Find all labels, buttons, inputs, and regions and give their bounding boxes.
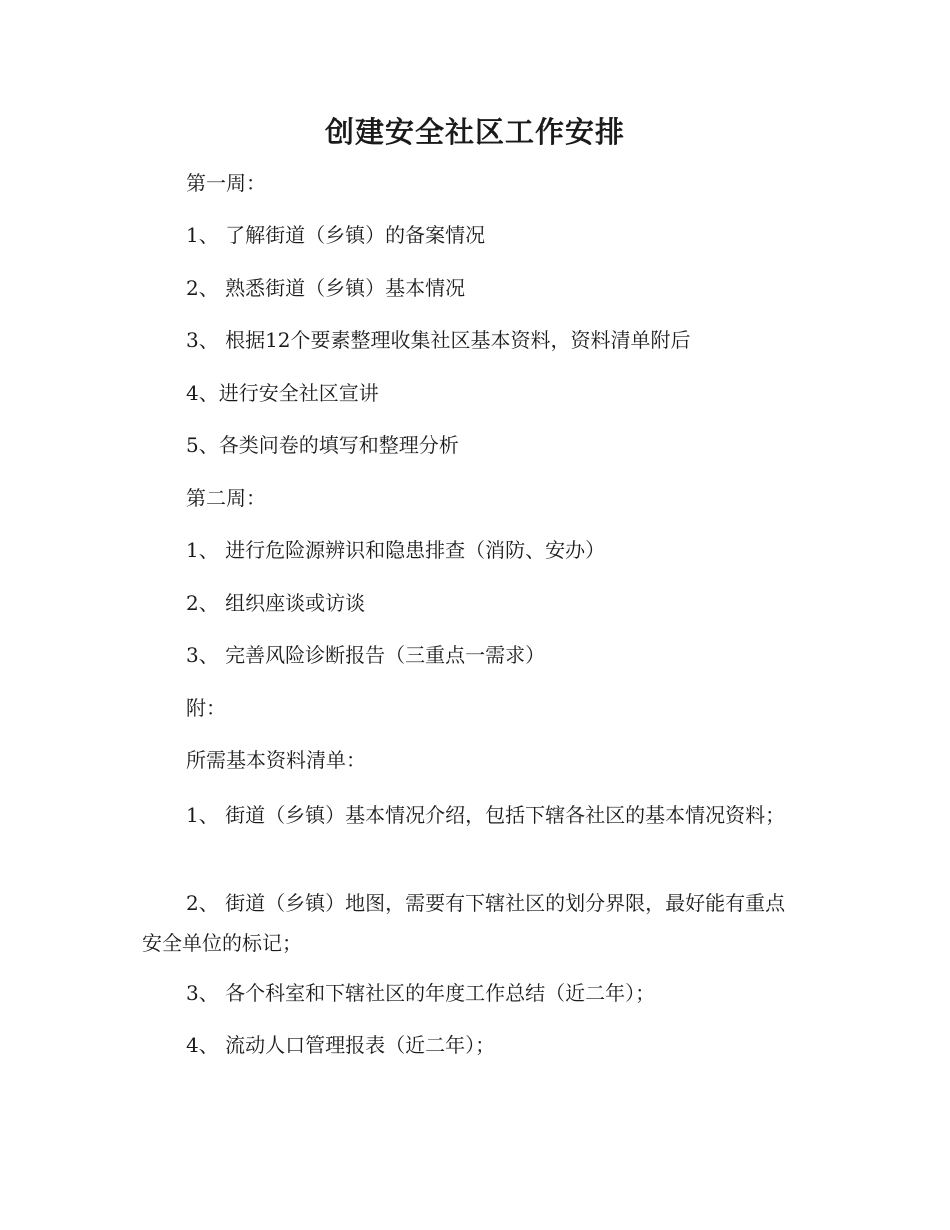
list-item: 2、 组织座谈或访谈 bbox=[186, 591, 366, 615]
week-one-heading: 第一周： bbox=[186, 171, 266, 195]
list-item: 1、 了解街道（乡镇）的备案情况 bbox=[186, 223, 486, 247]
materials-list-heading: 所需基本资料清单： bbox=[186, 748, 366, 772]
list-item: 4、进行安全社区宣讲 bbox=[186, 381, 379, 405]
list-item: 3、 完善风险诊断报告（三重点一需求） bbox=[186, 643, 546, 667]
list-item: 3、 根据12个要素整理收集社区基本资料，资料清单附后 bbox=[186, 328, 691, 352]
list-item: 5、各类问卷的填写和整理分析 bbox=[186, 433, 459, 457]
list-item: 1、 进行危险源辨识和隐患排查（消防、安办） bbox=[186, 538, 606, 562]
document-title: 创建安全社区工作安排 bbox=[324, 115, 625, 149]
materials-paragraph: 3、 各个科室和下辖社区的年度工作总结（近二年）； bbox=[186, 981, 656, 1005]
materials-paragraph: 4、 流动人口管理报表（近二年）； bbox=[186, 1033, 496, 1057]
appendix-heading: 附： bbox=[186, 696, 226, 720]
list-item: 2、 熟悉街道（乡镇）基本情况 bbox=[186, 276, 466, 300]
materials-paragraph: 1、 街道（乡镇）基本情况介绍，包括下辖各社区的基本情况资料； bbox=[186, 803, 786, 827]
materials-paragraph: 2、 街道（乡镇）地图，需要有下辖社区的划分界限，最好能有重点安全单位的标记； bbox=[142, 891, 786, 955]
week-two-heading: 第二周： bbox=[186, 486, 266, 510]
